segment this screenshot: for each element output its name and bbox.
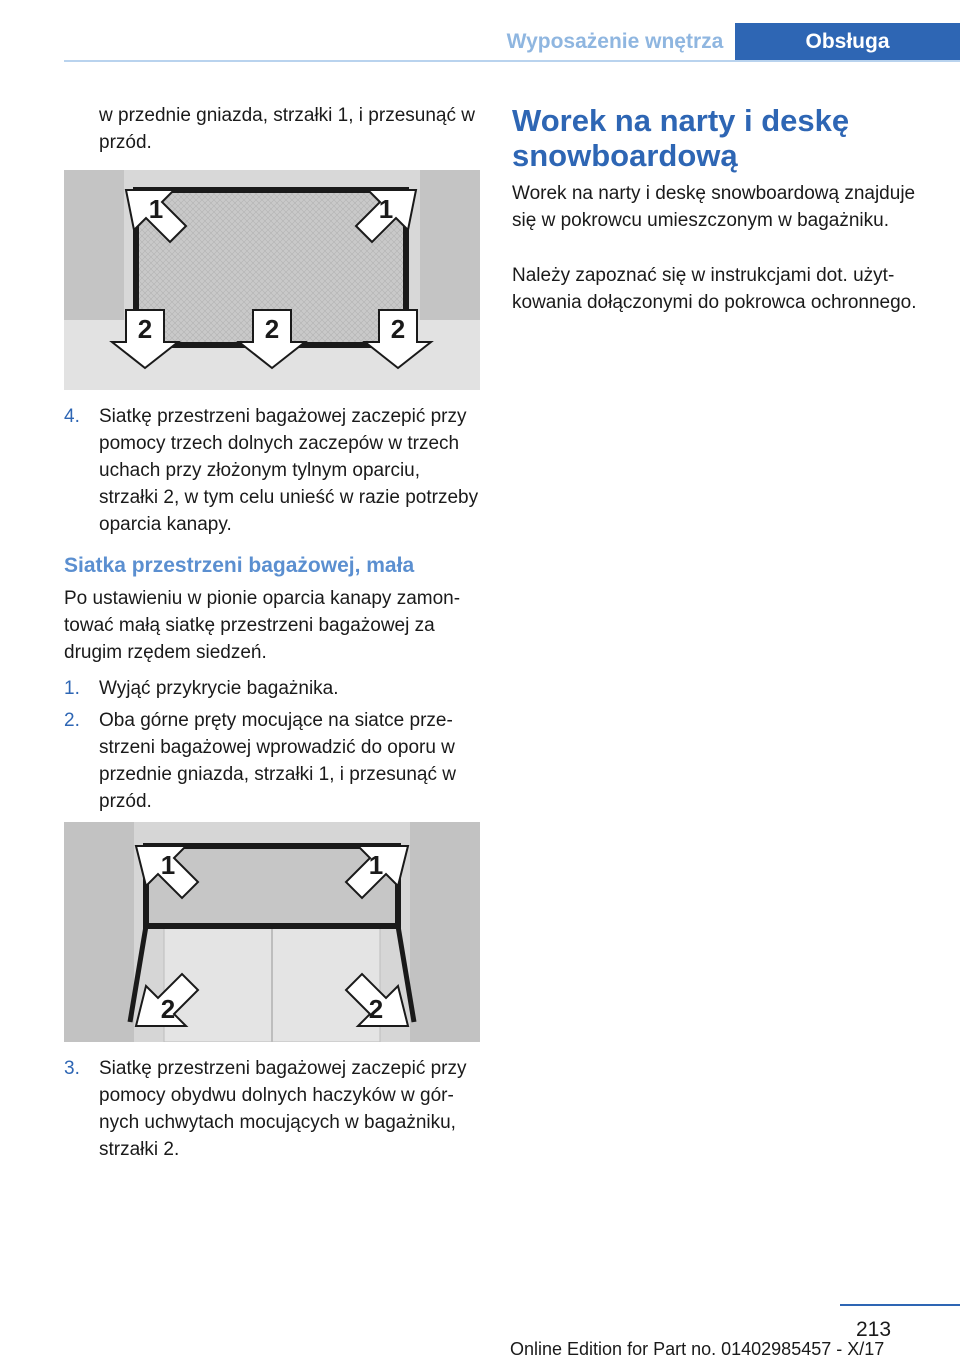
step-text: Siatkę przestrzeni bagażowej zaczepić przy pomocy trzech dolnych zaczepów w trzech uchach przy złożonym tylnym oparciu, strzałki 2, w tym celu unieść w razie potrzeby oparcia kanapy. xyxy=(99,406,479,535)
footer-divider xyxy=(840,1304,960,1306)
edition-note: Online Edition for Part no. 01402985457 - X/17 xyxy=(510,1339,885,1359)
figure2-callout: 2 xyxy=(368,994,384,1024)
step-1 xyxy=(64,675,484,702)
figure1-callout: 2 xyxy=(264,314,280,344)
ski-bag-paragraph-1: Worek na narty i deskę snowboardową znajduje się w pokrowcu umieszczonym w bagażniku. xyxy=(512,183,916,231)
ski-bag-paragraph-2: Należy zapoznać się w instrukcjami dot. użytkowania dołączonymi do pokrowca ochronnego. xyxy=(512,265,917,313)
figure1-callout: 1 xyxy=(378,194,394,224)
step-text: Wyjąć przykrycie bagażnika. xyxy=(99,678,339,699)
figure1-callout: 1 xyxy=(148,194,164,224)
step-number: 2. xyxy=(64,710,80,731)
figure1-callout: 2 xyxy=(390,314,406,344)
figure-small-net xyxy=(64,822,480,1042)
figure2-callout: 2 xyxy=(160,994,176,1024)
figure-large-net-illustration xyxy=(64,170,480,390)
chapter-tab[interactable]: Obsługa xyxy=(735,23,960,61)
intro-text: w przednie gniazda, strzałki 1, i przesunąć w przód. xyxy=(99,105,475,153)
figure2-callout: 1 xyxy=(160,850,176,880)
page-number: 213 xyxy=(856,1318,892,1341)
figure-large-net xyxy=(64,170,480,390)
step-text: Oba górne pręty mocujące na siatce przestrzeni bagażowej wprowadzić do oporu w przednie gniazda, strzałki 1, i przesunąć w przód. xyxy=(99,710,456,812)
step-number: 4. xyxy=(64,406,80,427)
step-text: Siatkę przestrzeni bagażowej zaczepić przy pomocy obydwu dolnych haczyków w górnych uchwytach mocujących w bagażniku, strzałki 2. xyxy=(99,1058,467,1160)
step-4 xyxy=(64,403,484,538)
ski-bag-heading: Worek na narty i deskę snowboardową xyxy=(512,103,850,173)
figure-small-net-illustration xyxy=(64,822,480,1042)
section-title: Wyposażenie wnętrza xyxy=(506,30,724,53)
small-net-paragraph: Po ustawieniu w pionie oparcia kanapy zamontować małą siatkę przestrzeni bagażowej za drugim rzędem siedzeń. xyxy=(64,588,461,663)
small-net-heading: Siatka przestrzeni bagażowej, mała xyxy=(64,554,415,577)
step-number: 1. xyxy=(64,678,80,699)
header-divider xyxy=(64,60,960,62)
figure2-callout: 1 xyxy=(368,850,384,880)
step-3 xyxy=(64,1055,484,1163)
step-2 xyxy=(64,707,484,815)
step-number: 3. xyxy=(64,1058,80,1079)
figure1-callout: 2 xyxy=(137,314,153,344)
